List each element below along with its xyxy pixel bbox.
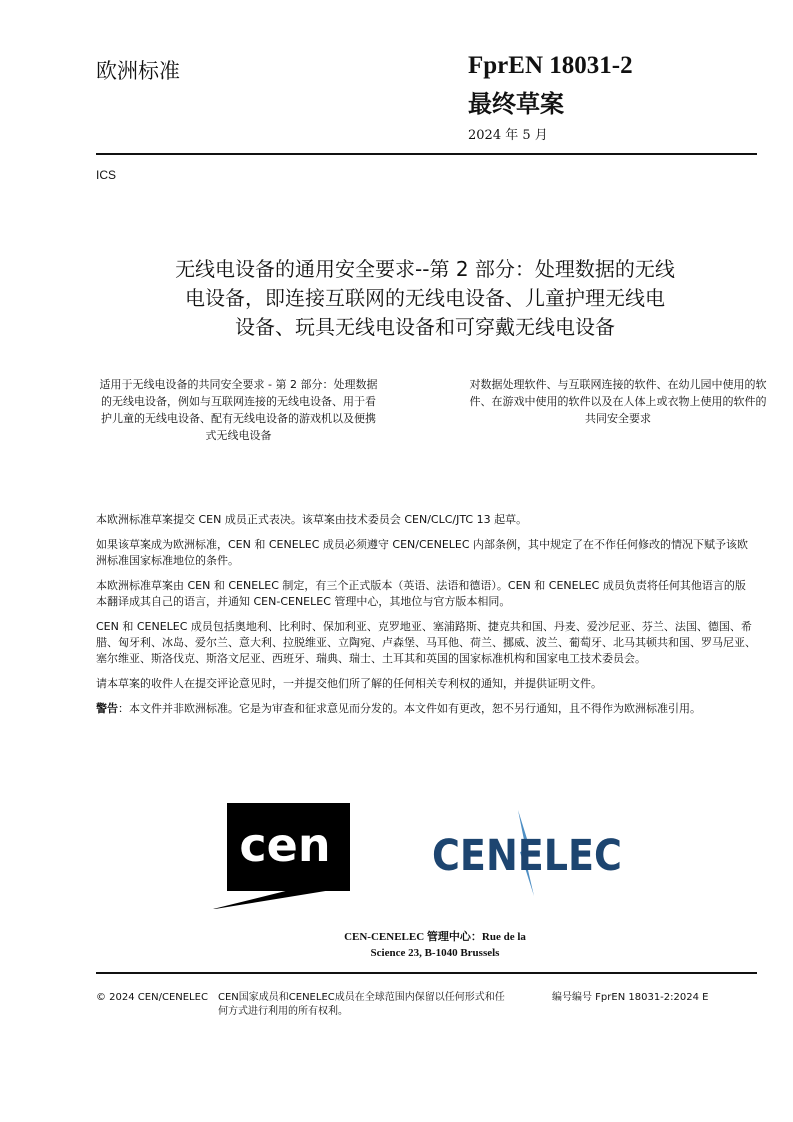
warning-text: ：本文件并非欧洲标准。它是为审查和征求意见而分发的。本文件如有更改，恕不另行通知，且不得作为欧洲标准引用。 [118,702,701,715]
paragraph-ballot: 本欧洲标准草案提交 CEN 成员正式表决。该草案由技术委员会 CEN/CLC/JTC 13 起草。 [96,513,528,526]
warning-paragraph [96,701,756,717]
document-stage: 最终草案 [468,89,564,118]
rights-statement: CEN国家成员和CENELEC成员在全球范围内保留以任何形式和任何方式进行利用的所有权利。 [218,992,505,1017]
subtitle-left: 适用于无线电设备的共同安全要求 - 第 2 部分：处理数据的无线电设备，例如与互联网连接的无线电设备、用于看护儿童的无线电设备、配有无线电设备的游戏机以及便携式无线电设备 [99,378,378,442]
management-centre-address [300,929,570,961]
cen-logo [213,803,350,909]
address-line-2: Science 23, B-1040 Brussels [370,947,500,959]
publication-date: 2024 年 5 月 [468,128,548,143]
cen-logo-text: cen [239,818,331,872]
footer-divider [96,972,757,974]
header-divider [96,153,757,155]
ics-label: ICS [96,168,117,182]
title-line-1: 无线电设备的通用安全要求--第 2 部分：处理数据的无线 [175,257,675,281]
copyright: © 2024 CEN/CENELEC [96,992,208,1003]
standard-number: FprEN 18031-2 [468,52,633,79]
title-line-3: 设备、玩具无线电设备和可穿戴无线电设备 [235,315,615,339]
cenelec-logo-text: CENELEC [432,831,622,881]
subtitle-right: 对数据处理软件、与互联网连接的软件、在幼儿园中使用的软件、在游戏中使用的软件以及在人体上或衣物上使用的软件的共同安全要求 [469,378,767,425]
warning-label: 警告 [96,702,118,715]
paragraph-regulations: 如果该草案成为欧洲标准，CEN 和 CENELEC 成员必须遵守 CEN/CENELEC 内部条例，其中规定了在不作任何修改的情况下赋予该欧洲标准国家标准地位的条件。 [96,538,749,567]
paragraph-patents: 请本草案的收件人在提交评论意见时，一并提交他们所了解的任何相关专利权的通知，并提供证明文件。 [96,677,602,690]
address-line-1: CEN-CENELEC 管理中心：Rue de la [344,931,526,943]
org-label: 欧洲标准 [96,59,180,83]
paragraph-members: CEN 和 CENELEC 成员包括奥地利、比利时、保加利亚、克罗地亚、塞浦路斯、捷克共和国、丹麦、爱沙尼亚、芬兰、法国、德国、希腊、匈牙利、冰岛、爱尔兰、意大利、拉脱维亚、立陶宛、卢森堡、马耳他、荷兰、挪威、波兰、葡萄牙、北马其顿共和国、罗马尼亚、塞尔维亚、斯洛伐克、斯洛文尼亚、西班牙、瑞典、瑞士、土耳其和英国的国家标准机构和国家电工技术委员会。 [96,620,756,665]
body-text [96,512,756,726]
paragraph-versions: 本欧洲标准草案由 CEN 和 CENELEC 制定，有三个正式版本（英语、法语和德语）。CEN 和 CENELEC 成员负责将任何其他语言的版本翻译成其自己的语言，并通知 CEN-CENELEC 管理中心，其地位与官方版本相同。 [96,579,746,608]
document-title [120,255,730,342]
reference-number: 编号编号 FprEN 18031-2:2024 E [552,992,709,1003]
cenelec-logo [432,808,627,898]
title-line-2: 电设备，即连接互联网的无线电设备、儿童护理无线电 [185,286,665,310]
